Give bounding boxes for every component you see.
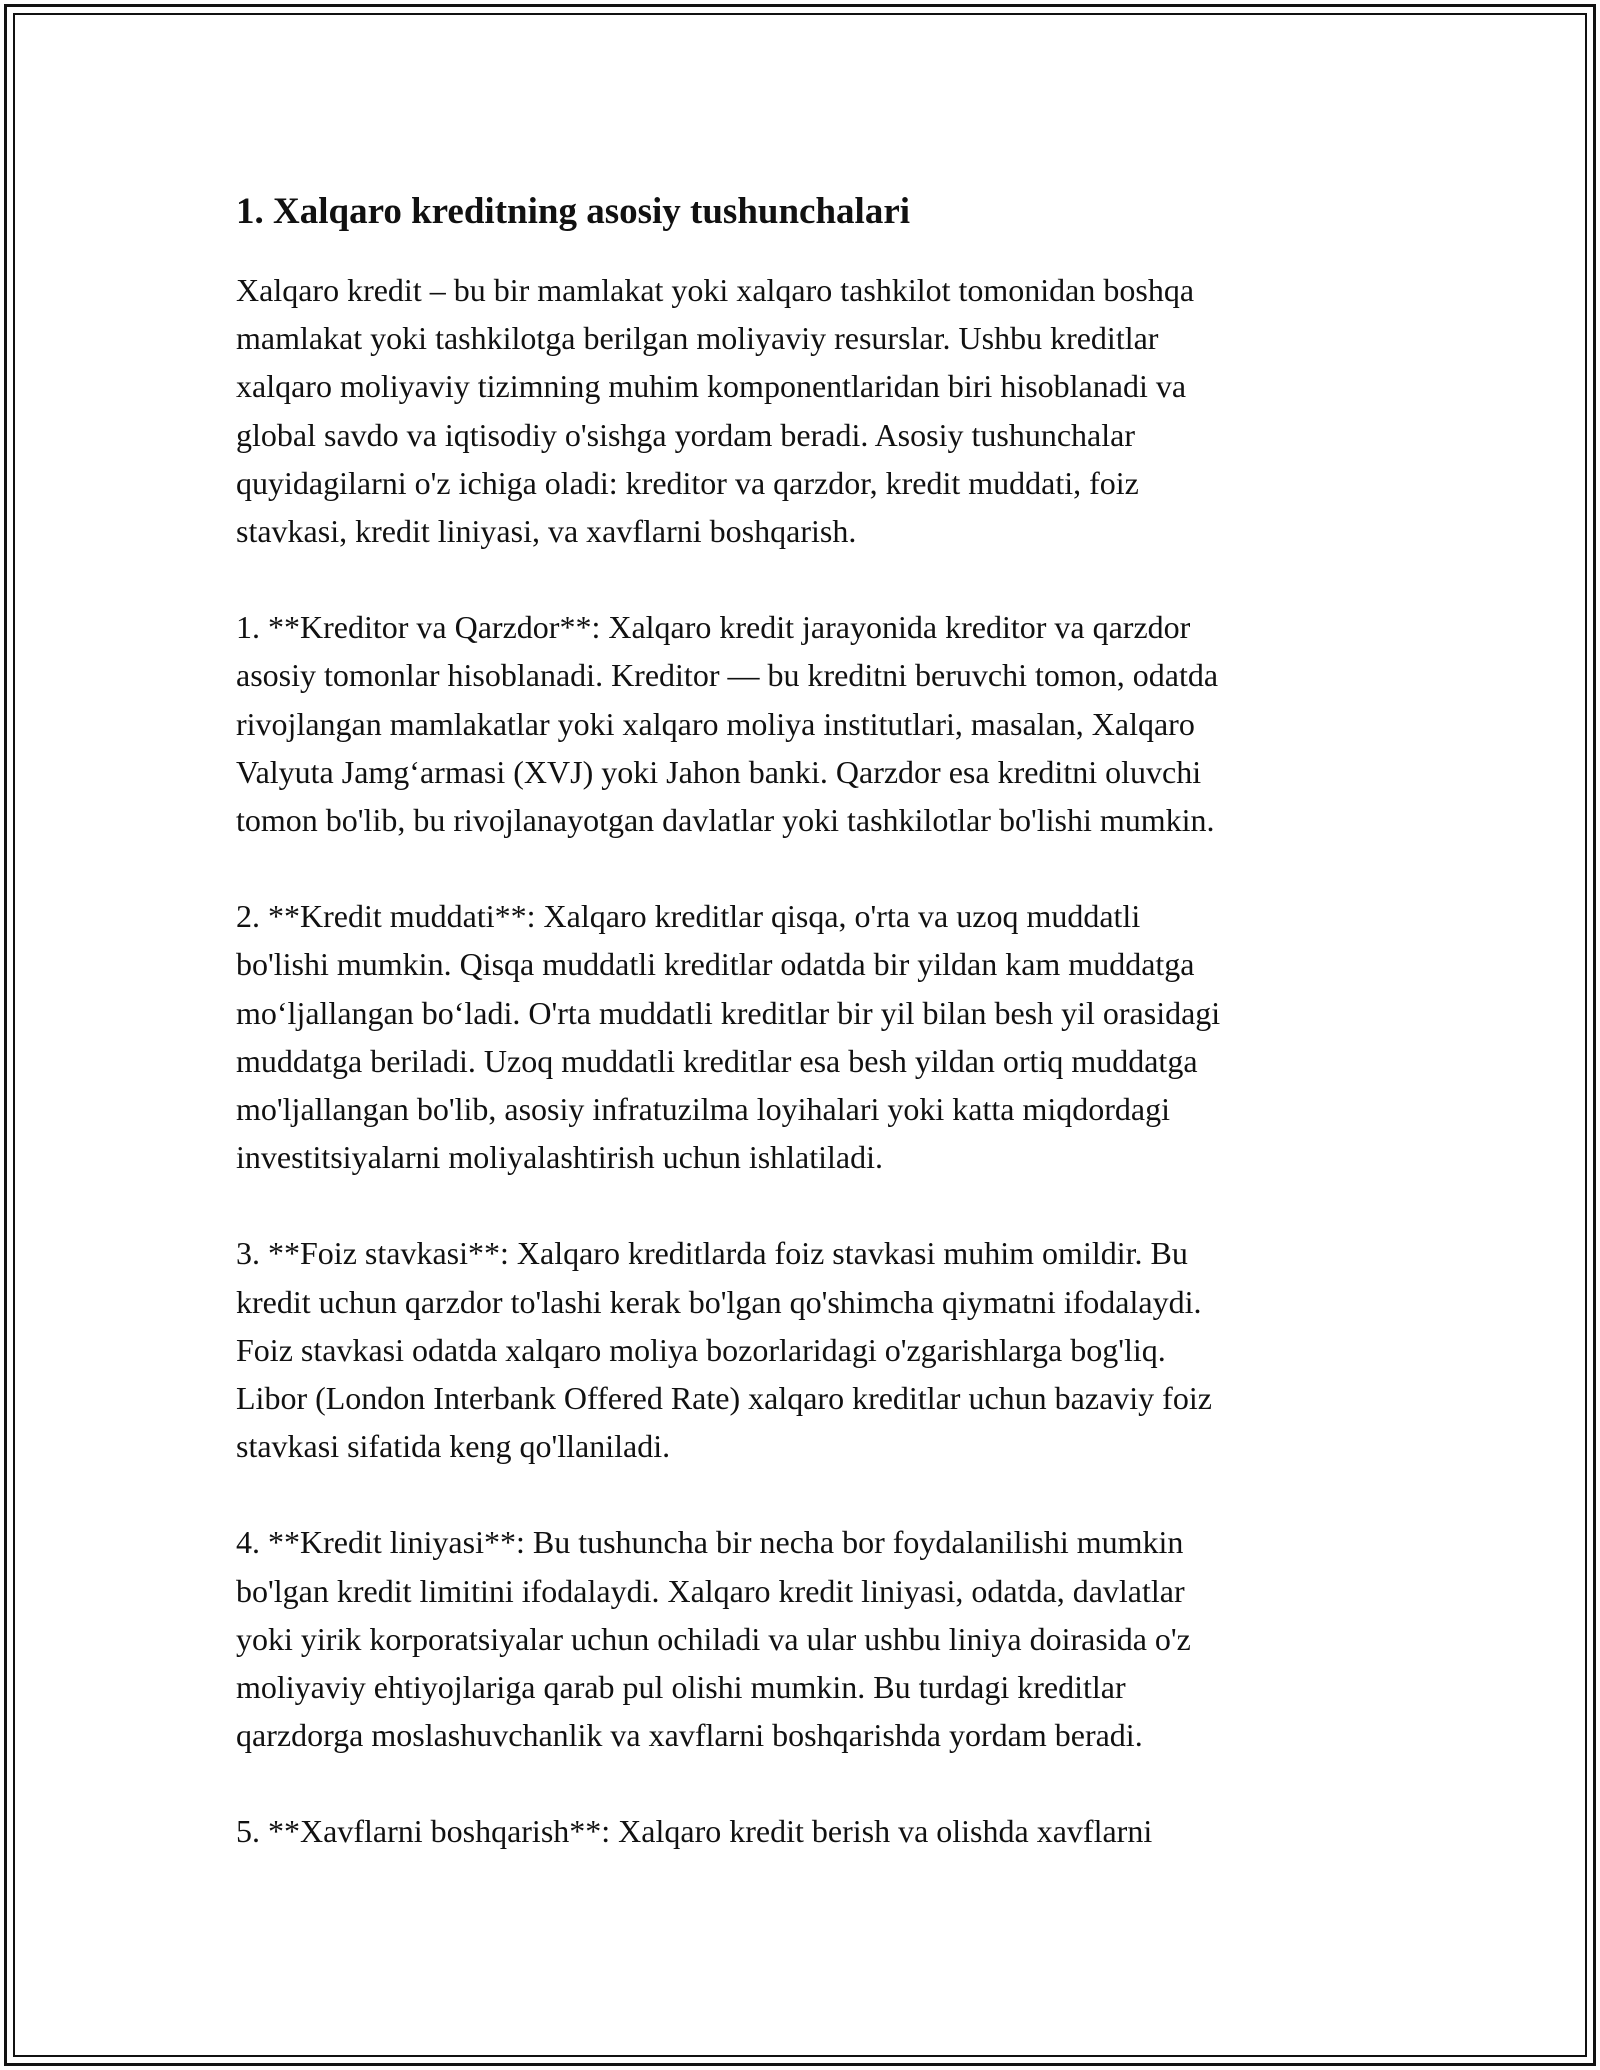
paragraph-foiz-stavkasi: 3. **Foiz stavkasi**: Xalqaro kreditlarda foiz stavkasi muhim omildir. Bu kredit uchun qarzdor to'lashi kerak bo'lgan qo'shimcha qiymatni ifodalaydi. Foiz stavkasi odatda xalqaro moliya bozorlaridagi o'zgarishlarga bog'liq. Libor (London Interbank Offered Rate) xalqaro kreditlar uchun bazaviy foiz stavkasi sifatida keng qo'llaniladi. xyxy=(236,1235,1212,1465)
section-heading: 1. Xalqaro kreditning asosiy tushunchalari xyxy=(236,191,911,232)
intro-paragraph: Xalqaro kredit – bu bir mamlakat yoki xalqaro tashkilot tomonidan boshqa mamlakat yoki tashkilotga berilgan moliyaviy resurslar. Ushbu kreditlar xalqaro moliyaviy tizimning muhim komponentlaridan biri hisoblanadi va global savdo va iqtisodiy o'sishga yordam beradi. Asosiy tushunchalar quyidagilarni o'z ichiga oladi: kreditor va qarzdor, kredit muddati, foiz stavkasi, kredit liniyasi, va xavflarni boshqarish. xyxy=(236,272,1195,550)
paragraph-kredit-liniyasi: 4. **Kredit liniyasi**: Bu tushuncha bir necha bor foydalanilishi mumkin bo'lgan kredit limitini ifodalaydi. Xalqaro kredit liniyasi, odatda, davlatlar yoki yirik korporatsiyalar uchun ochiladi va ular ushbu liniya doirasida o'z moliyaviy ehtiyojlariga qarab pul olishi mumkin. Bu turdagi kreditlar qarzdorga moslashuvchanlik va xavflarni boshqarishda yordam beradi. xyxy=(236,1524,1191,1754)
paragraph-kredit-muddati: 2. **Kredit muddati**: Xalqaro kreditlar qisqa, o'rta va uzoq muddatli bo'lishi mumkin. Qisqa muddatli kreditlar odatda bir yildan kam muddatga mo‘ljallangan bo‘ladi. O'rta muddatli kreditlar bir yil bilan besh yil orasidagi muddatga beriladi. Uzoq muddatli kreditlar esa besh yildan ortiq muddatga mo'ljallangan bo'lib, asosiy infratuzilma loyihalari yoki katta miqdordagi investitsiyalarni moliyalashtirish uchun ishlatiladi. xyxy=(236,898,1221,1176)
document-body xyxy=(236,186,1376,1904)
paragraph-kreditor-qarzdor: 1. **Kreditor va Qarzdor**: Xalqaro kredit jarayonida kreditor va qarzdor asosiy tomonlar hisoblanadi. Kreditor — bu kreditni beruvchi tomon, odatda rivojlangan mamlakatlar yoki xalqaro moliya institutlari, masalan, Xalqaro Valyuta Jamg‘armasi (XVJ) yoki Jahon banki. Qarzdor esa kreditni oluvchi tomon bo'lib, bu rivojlanayotgan davlatlar yoki tashkilotlar bo'lishi mumkin. xyxy=(236,609,1219,839)
paragraph-xavflarni-boshqarish: 5. **Xavflarni boshqarish**: Xalqaro kredit berish va olishda xavflarni xyxy=(236,1813,1153,1850)
